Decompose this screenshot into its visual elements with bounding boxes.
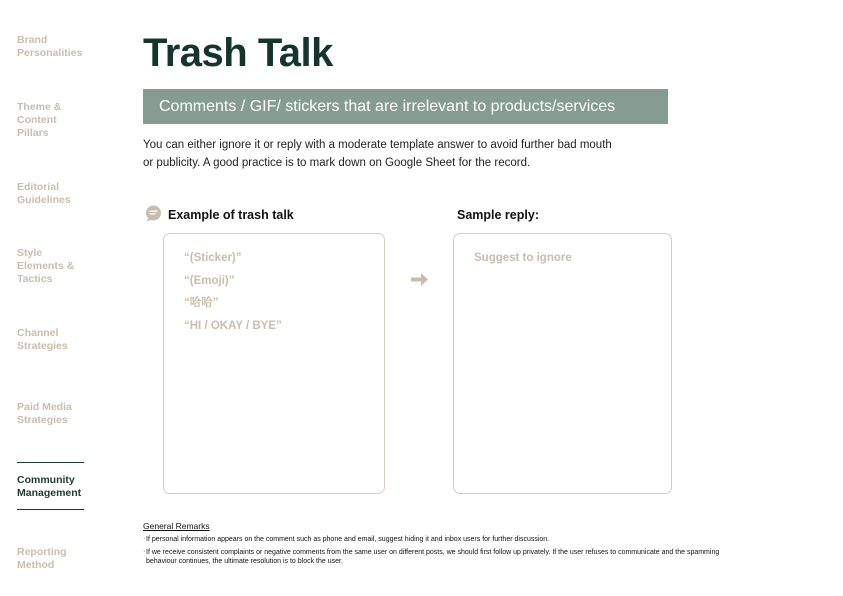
- remark-item: · If we receive consistent complaints or negative comments from the same user on different posts, we should first follow up privately. If the user refuses to communicate and the spamming behaviour continues, the ultimate resolution is to block the user.: [143, 548, 743, 567]
- sample-reply-text: Suggest to ignore: [474, 252, 572, 264]
- example-item-emoji: “(Emoji)”: [184, 274, 235, 287]
- sidebar-nav: [0, 0, 100, 596]
- sidebar-item-community-management[interactable]: Community Management: [17, 474, 82, 499]
- sidebar-item-reporting-method[interactable]: Reporting Method: [17, 546, 67, 571]
- page-title: Trash Talk: [143, 31, 333, 75]
- example-heading: Example of trash talk: [168, 208, 294, 222]
- sidebar-item-brand-personalities[interactable]: Brand Personalities: [17, 34, 83, 59]
- reply-box: [453, 233, 672, 494]
- active-divider-top: [17, 462, 84, 463]
- example-list: [164, 234, 384, 337]
- example-item-haha: “哈哈”: [184, 297, 219, 309]
- example-item-sticker: “(Sticker)”: [184, 252, 242, 264]
- sidebar-item-paid-media-strategies[interactable]: Paid Media Strategies: [17, 401, 72, 426]
- remarks-list: [143, 535, 743, 570]
- remarks-title: General Remarks: [143, 521, 210, 531]
- active-divider-bottom: [17, 509, 84, 510]
- chat-bubble-icon: [145, 205, 162, 222]
- sidebar-item-theme-content-pillars[interactable]: Theme & Content Pillars: [17, 101, 62, 139]
- example-box: [163, 233, 385, 494]
- remark-item: · If personal information appears on the comment such as phone and email, suggest hiding it and inbox users for further discussion.: [143, 535, 743, 545]
- arrow-right-icon: [410, 272, 429, 287]
- description-text: You can either ignore it or reply with a moderate template answer to avoid further bad mouth or publicity. A good practice is to mark down on Google Sheet for the record.: [143, 139, 612, 169]
- example-item-hi-okay-bye: “HI / OKAY / BYE”: [184, 319, 282, 332]
- topic-banner: Comments / GIF/ stickers that are irrelevant to products/services: [143, 89, 668, 124]
- reply-heading: Sample reply:: [457, 208, 539, 222]
- sidebar-item-channel-strategies[interactable]: Channel Strategies: [17, 327, 68, 352]
- sidebar-item-editorial-guidelines[interactable]: Editorial Guidelines: [17, 181, 71, 206]
- sidebar-item-style-elements-tactics[interactable]: Style Elements & Tactics: [17, 247, 75, 285]
